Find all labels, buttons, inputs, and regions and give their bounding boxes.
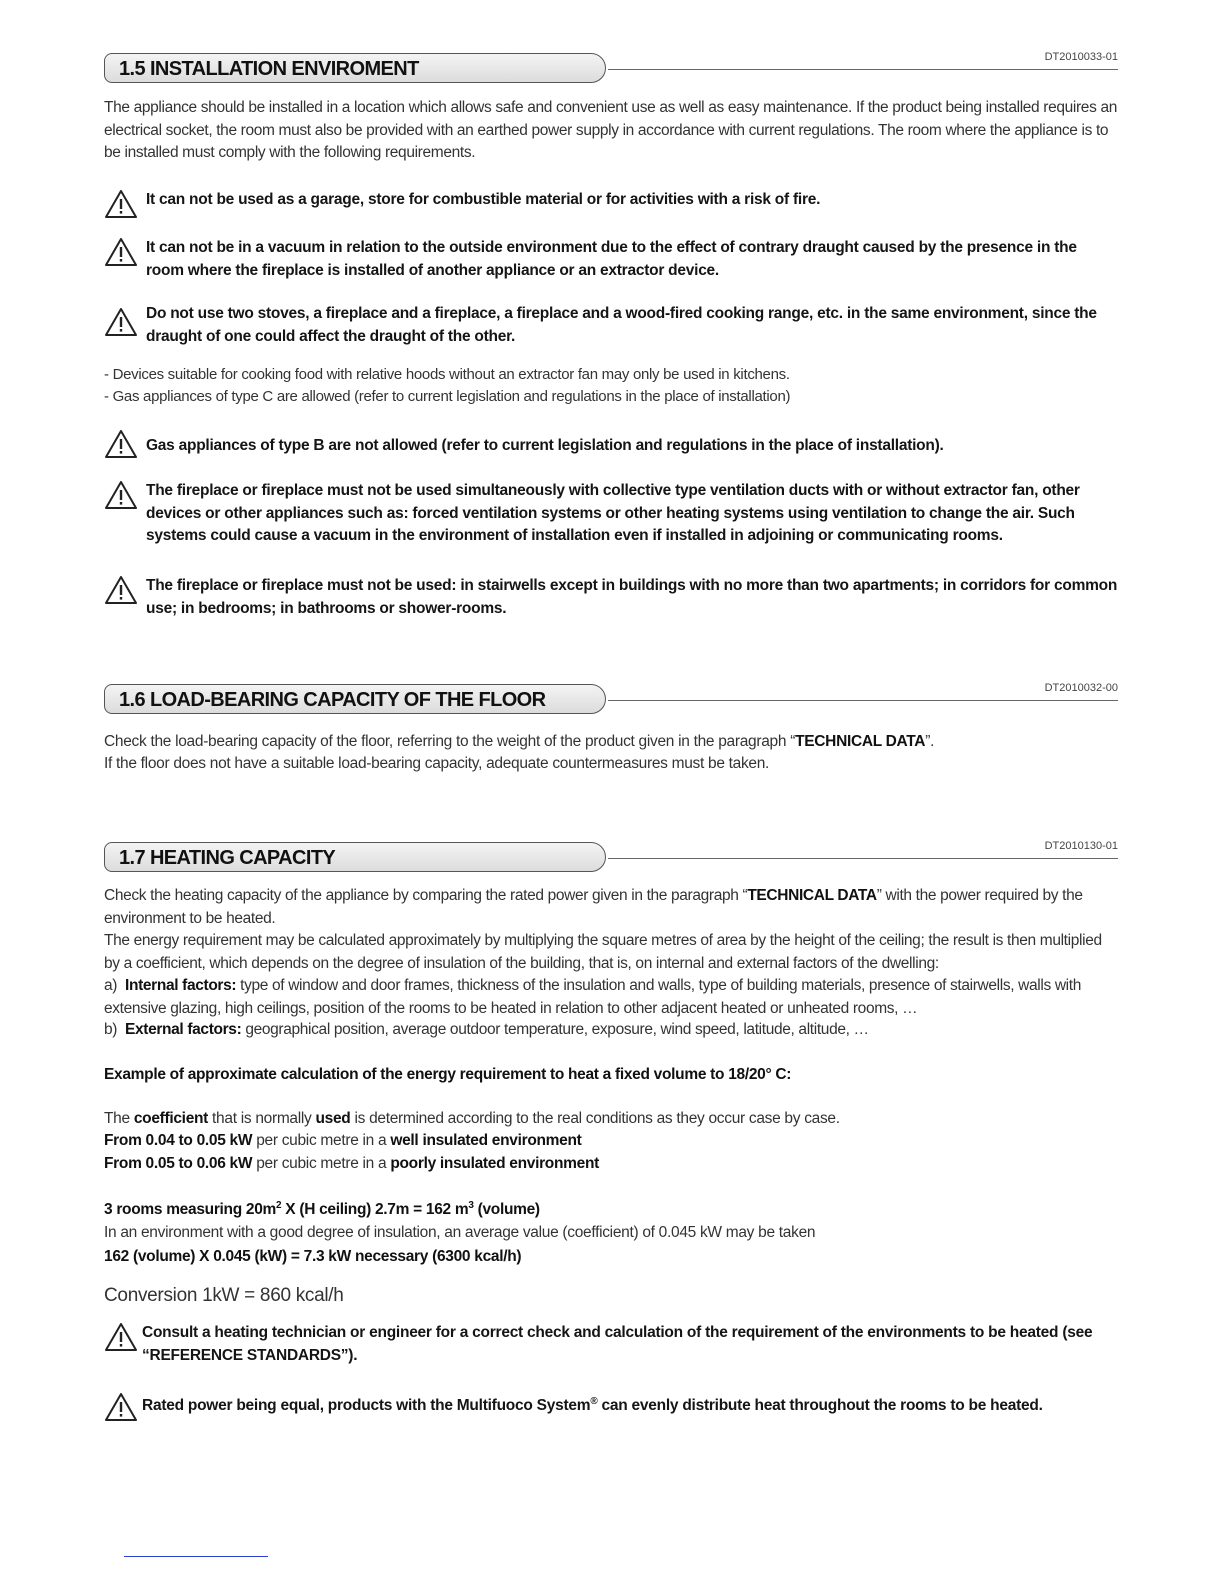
footer-link-rule bbox=[124, 1556, 268, 1557]
warning-triangle-icon bbox=[104, 189, 138, 219]
warning-text: Rated power being equal, products with the Multifuoco System® can evenly distribute heat throughout the rooms to be heated. bbox=[142, 1395, 1043, 1414]
intro-paragraph: The appliance should be installed in a location which allows safe and convenient use as well as easy maintenance. If the product being installed requires an electrical socket, the room must also be provided with an earthed power supply in accordance with current regulations. The room where the appliance is to be installed must comply with the following requirements. bbox=[104, 99, 1117, 161]
average-value-line: In an environment with a good degree of insulation, an average value (coefficient) of 0.045 kW may be taken bbox=[104, 1224, 816, 1241]
technical-data-reference: TECHNICAL DATA bbox=[795, 733, 926, 750]
paragraph: Check the heating capacity of the appliance by comparing the rated power given in the paragraph “TECHNICAL DATA” with the power required by the environment to be heated. bbox=[104, 887, 1083, 927]
section-title: 1.7 HEATING CAPACITY bbox=[104, 842, 606, 872]
warning-triangle-icon bbox=[104, 575, 138, 605]
coefficient-line: The coefficient that is normally used is determined according to the real conditions as they occur case by case. bbox=[104, 1110, 840, 1127]
paragraph-line: If the floor does not have a suitable load-bearing capacity, adequate countermeasures must be taken. bbox=[104, 755, 770, 772]
warning-triangle-icon bbox=[104, 237, 138, 267]
warning-text: It can not be used as a garage, store for combustible material or for activities with a risk of fire. bbox=[146, 191, 821, 208]
section-header-1-6 bbox=[104, 684, 1118, 718]
warning-triangle-icon bbox=[104, 429, 138, 459]
technical-data-reference: TECHNICAL DATA bbox=[747, 887, 877, 904]
document-code: DT2010032-00 bbox=[1044, 682, 1118, 694]
coefficient-range-line: From 0.04 to 0.05 kW per cubic metre in a well insulated environment bbox=[104, 1132, 582, 1149]
document-code: DT2010130-01 bbox=[1044, 840, 1118, 852]
warning-text: The fireplace or fireplace must not be used simultaneously with collective type ventilation ducts with or without extractor fan, other devices or other appliances such as: forced ventilation systems or other heating systems using ventilation to change the air. Such systems could cause a vacuum in the environment of installation even if installed in adjoining or communicating rooms. bbox=[146, 482, 1080, 544]
calculation-line: 162 (volume) X 0.045 (kW) = 7.3 kW necessary (6300 kcal/h) bbox=[104, 1248, 522, 1265]
warning-text: The fireplace or fireplace must not be used: in stairwells except in buildings with no more than two apartments; in corridors for common use; in bedrooms; in bathrooms or shower-rooms. bbox=[146, 577, 1118, 617]
paragraph: The energy requirement may be calculated approximately by multiplying the square metres of area by the height of the ceiling; the result is then multiplied by a coefficient, which depends on the degree of insulation of the building, that is, on internal and external factors of the dwelling: bbox=[104, 932, 1102, 972]
list-item-external-factors: b) External factors: geographical position, average outdoor temperature, exposure, wind speed, latitude, altitude, … bbox=[104, 1021, 869, 1038]
warning-triangle-icon bbox=[104, 480, 138, 510]
section-title: 1.5 INSTALLATION ENVIROMENT bbox=[104, 53, 606, 83]
paragraph-line: Check the load-bearing capacity of the floor, referring to the weight of the product given in the paragraph “TECHNICAL DATA”. bbox=[104, 733, 935, 750]
section-header-1-5 bbox=[104, 53, 1118, 87]
section-header-1-7 bbox=[104, 842, 1118, 876]
list-item: - Devices suitable for cooking food with relative hoods without an extractor fan may only be used in kitchens. bbox=[104, 366, 790, 383]
warning-triangle-icon bbox=[104, 307, 138, 337]
section-title: 1.6 LOAD-BEARING CAPACITY OF THE FLOOR bbox=[104, 684, 606, 714]
warning-triangle-icon bbox=[104, 1322, 138, 1352]
warning-text: It can not be in a vacuum in relation to the outside environment due to the effect of contrary draught caused by the presence in the room where the fireplace is installed of another appliance or an extractor device. bbox=[146, 239, 1077, 279]
warning-text: Gas appliances of type B are not allowed (refer to current legislation and regulations in the place of installation). bbox=[146, 437, 944, 454]
document-code: DT2010033-01 bbox=[1044, 51, 1118, 63]
list-item: - Gas appliances of type C are allowed (refer to current legislation and regulations in the place of installation) bbox=[104, 388, 791, 405]
warning-triangle-icon bbox=[104, 1392, 138, 1422]
rooms-line: 3 rooms measuring $20m^2$ X (H ceiling) 2.7m = 162 $m^3$ (volume) bbox=[104, 1199, 540, 1218]
header-rule bbox=[608, 69, 1118, 70]
example-heading: Example of approximate calculation of the energy requirement to heat a fixed volume to 18/20° C: bbox=[104, 1066, 792, 1083]
header-rule bbox=[608, 858, 1118, 859]
conversion-line: Conversion 1kW = 860 kcal/h bbox=[104, 1285, 344, 1306]
list-item-internal-factors: a) Internal factors: type of window and door frames, thickness of the insulation and walls, type of building materials, presence of stairwells, walls with extensive glazing, high ceilings, position of the rooms to be heated in relation to other adjacent heated or unheated rooms, … bbox=[104, 977, 1081, 1017]
header-rule bbox=[608, 700, 1118, 701]
warning-text: Do not use two stoves, a fireplace and a fireplace, a fireplace and a wood-fired cooking range, etc. in the same environment, since the draught of one could affect the draught of the other. bbox=[146, 305, 1097, 345]
coefficient-range-line: From 0.05 to 0.06 kW per cubic metre in a poorly insulated environment bbox=[104, 1155, 599, 1172]
warning-text: Consult a heating technician or engineer for a correct check and calculation of the requirement of the environments to be heated (see “REFERENCE STANDARDS”). bbox=[142, 1324, 1093, 1364]
